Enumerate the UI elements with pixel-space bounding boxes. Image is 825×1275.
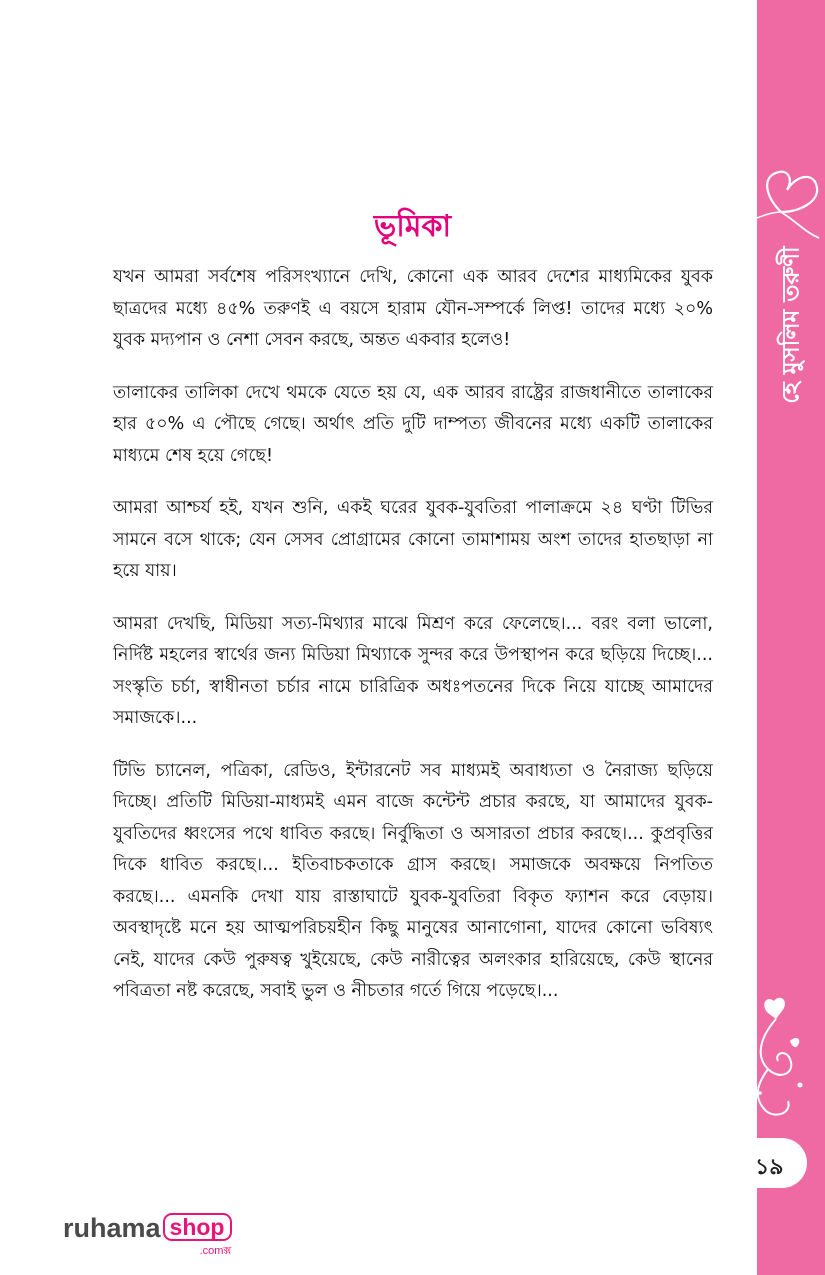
logo-shop-text: shop — [163, 1213, 232, 1241]
page-number: ১৯ — [755, 1155, 784, 1180]
chapter-heading: ভূমিকা — [373, 209, 452, 244]
body-text — [113, 262, 713, 1029]
logo-domain-text: .comক্স — [199, 1245, 232, 1257]
paragraph: আমরা আশ্চর্য হই, যখন শুনি, একই ঘরের যুবক-যুবতিরা পালাক্রমে ২৪ ঘণ্টা টিভির সামনে বসে থাকে; যেন সেসব প্রোগ্রামের কোনো তামাশাময় অংশ তাদের হাতছাড়া না হয়ে যায়। — [113, 498, 713, 581]
paragraph: আমরা দেখছি, মিডিয়া সত্য-মিথ্যার মাঝে মিশ্রণ করে ফেলেছে।... বরং বলা ভালো, নির্দিষ্ট মহলের স্বার্থের জন্য মিডিয়া মিথ্যাকে সুন্দর করে উপস্থাপন করে ছড়িয়ে দিচ্ছে।... সংস্কৃতি চর্চা, স্বাধীনতা চর্চার নামে চারিত্রিক অধঃপতনের দিকে নিয়ে যাচ্ছে আমাদের সমাজকে।... — [113, 613, 713, 728]
book-title-vertical: হে মুসলিম তরুণী — [778, 246, 805, 404]
floral-ornament-icon — [740, 985, 815, 1125]
paragraph: যখন আমরা সর্বশেষ পরিসংখ্যানে দেখি, কোনো এক আরব দেশের মাধ্যমিকের যুবক ছাত্রদের মধ্যে ৪৫% তরুণই এ বয়সে হারাম যৌন-সম্পর্কে লিপ্ত! তাদের মধ্যে ২০% যুবক মদ্যপান ও নেশা সেবন করছে, অন্তত একবার হলেও! — [113, 267, 713, 350]
logo-shop-group — [163, 1213, 232, 1261]
paragraph: তালাকের তালিকা দেখে থমকে যেতে হয় যে, এক আরব রাষ্ট্রের রাজধানীতে তালাকের হার ৫০% এ পৌছে গেছে। অর্থাৎ প্রতি দুটি দাম্পত্য জীবনের মধ্যে একটি তালাকের মাধ্যমে শেষ হয়ে গেছে! — [113, 382, 713, 466]
paragraph: টিভি চ্যানেল, পত্রিকা, রেডিও, ইন্টারনেট সব মাধ্যমই অবাধ্যতা ও নৈরাজ্য ছড়িয়ে দিচ্ছে। প্রতিটি মিডিয়া-মাধ্যমই এমন বাজে কন্টেন্ট প্রচার করছে, যা আমাদের যুবক-যুবতিদের ধ্বংসের পথে ধাবিত করছে। নির্বুদ্ধিতা ও অসারতা প্রচার করছে।... কুপ্রবৃত্তির দিকে ধাবিত করছে।... ইতিবাচকতাকে গ্রাস করছে। সমাজকে অবক্ষয়ে নিপতিত করছে।... এমনকি দেখা যায় রাস্তাঘাটে যুবক-যুবতিরা বিকৃত ফ্যাশন করে বেড়ায়। অবস্থাদৃষ্টে মনে হয় আত্মপরিচয়হীন কিছু মানুষের আনাগোনা, যাদের কোনো ভবিষ্যৎ নেই, যাদের কেউ পুরুষত্ব খুইয়েছে, কেউ নারীত্বের অলংকার হারিয়েছে, কেউ স্থানের পবিত্রতা নষ্ট করেছে, সবাই ভুল ও নীচতার গর্তে গিয়ে পড়েছে।... — [113, 760, 713, 1001]
logo-brand-text: ruhama — [63, 1213, 161, 1243]
page-number-tab — [745, 1138, 807, 1188]
publisher-logo — [63, 1213, 232, 1261]
